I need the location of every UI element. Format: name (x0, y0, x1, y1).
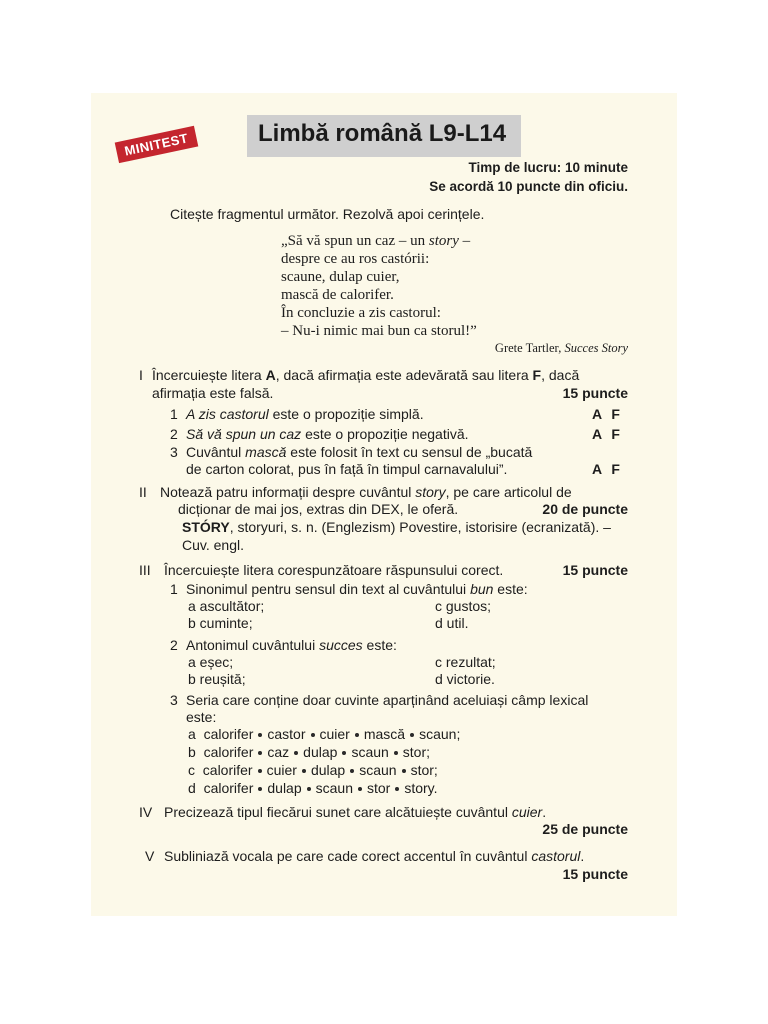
q3-2-option-d[interactable]: d victorie. (435, 671, 495, 687)
q3-1-num: 1 (170, 581, 178, 597)
poem-line-3: scaune, dulap cuier, (281, 269, 400, 285)
option-letter: d (188, 780, 204, 796)
q2-numeral: II (139, 484, 147, 500)
bullet-separator (302, 769, 306, 773)
bullet-separator (258, 751, 262, 755)
bullet-separator (307, 787, 311, 791)
q3-3-option-c[interactable] (188, 762, 438, 778)
q3-2-num: 2 (170, 637, 178, 653)
q3-numeral: III (139, 562, 151, 578)
poem-line-5: În concluzie a zis castorul: (281, 305, 441, 321)
series-word: calorifer (203, 744, 254, 760)
bullet-separator (342, 751, 346, 755)
bullet-separator (350, 769, 354, 773)
series-word: calorifer (203, 780, 254, 796)
series-word: dulap (267, 780, 302, 796)
q3-points: 15 puncte (562, 562, 628, 578)
q4-points: 25 de puncte (542, 821, 628, 837)
q5-points: 15 puncte (562, 866, 628, 882)
series-word: scaun (351, 744, 389, 760)
minitest-badge: MINITEST (115, 126, 198, 163)
time-info: Timp de lucru: 10 minute (468, 160, 628, 175)
q3-3-text: Seria care conține doar cuvinte aparținând aceluiași câmp lexical (186, 692, 589, 708)
bullet-separator (258, 733, 262, 737)
q4-numeral: IV (139, 804, 153, 820)
series-word: scaun (359, 762, 397, 778)
q2-text: Notează patru informații despre cuvântul story, pe care articolul de (160, 484, 572, 500)
q3-text: Încercuiește litera corespunzătoare răspunsului corect. (164, 562, 504, 578)
q1-item-3-line2: de carton colorat, pus în față în timpul carnavalului”. (186, 461, 508, 477)
series-word: stor; (402, 744, 431, 760)
bullet-separator (258, 787, 262, 791)
series-word: scaun (315, 780, 353, 796)
option-letter: b (188, 744, 204, 760)
bonus-info: Se acordă 10 puncte din oficiu. (429, 179, 628, 194)
q1-item-2: Să vă spun un caz este o propoziție negativă. (186, 426, 469, 442)
bullet-separator (395, 787, 399, 791)
q1-text: Încercuiește litera A, dacă afirmația este adevărată sau litera F, dacă (152, 367, 580, 383)
option-letter: a (188, 726, 204, 742)
poem-line-2: despre ce au ros castórii: (281, 251, 430, 267)
poem-line-6: – Nu-i nimic mai bun ca storul!” (281, 323, 477, 339)
q3-3-num: 3 (170, 692, 178, 708)
poem-line-4: mască de calorifer. (281, 287, 394, 303)
series-word: dulap (310, 762, 346, 778)
q3-1-text: Sinonimul pentru sensul din text al cuvântului bun este: (186, 581, 528, 597)
series-word: caz (267, 744, 290, 760)
series-word: dulap (303, 744, 338, 760)
instruction-text: Citește fragmentul următor. Rezolvă apoi cerințele. (170, 206, 485, 222)
q1-item-3-num: 3 (170, 444, 178, 460)
q1-text-line2: afirmația este falsă. (152, 385, 274, 401)
q1-item-1: A zis castorul este o propoziție simplă. (186, 406, 424, 422)
series-word: calorifer (203, 726, 254, 742)
bullet-separator (394, 751, 398, 755)
q3-2-option-b[interactable]: b reușită; (188, 671, 246, 687)
q2-points: 20 de puncte (542, 501, 628, 517)
bullet-separator (402, 769, 406, 773)
page-title: Limbă română L9-L14 (258, 120, 507, 147)
series-word: story. (404, 780, 438, 796)
q3-3-text-line2: este: (186, 709, 217, 725)
bullet-separator (294, 751, 298, 755)
q1-numeral: I (139, 367, 143, 383)
q3-3-option-b[interactable] (188, 744, 430, 760)
bullet-separator (410, 733, 414, 737)
q1-points: 15 puncte (562, 385, 628, 401)
bullet-separator (311, 733, 315, 737)
q1-item-1-num: 1 (170, 406, 178, 422)
q4-text: Precizează tipul fiecărui sunet care alcătuiește cuvântul cuier. (164, 804, 547, 820)
series-word: mască (363, 726, 406, 742)
bullet-separator (355, 733, 359, 737)
option-letter: c (188, 762, 203, 778)
q1-item-1-af[interactable]: A F (591, 406, 620, 422)
series-word: cuier (266, 762, 297, 778)
q3-1-option-c[interactable]: c gustos; (435, 598, 492, 614)
poem-line-1: „Să vă spun un caz – un story – (281, 233, 471, 249)
series-word: cuier (319, 726, 350, 742)
dex-entry-line2: Cuv. engl. (182, 537, 244, 553)
q3-2-option-a[interactable]: a eșec; (188, 654, 234, 670)
q1-item-3: Cuvântul mască este folosit în text cu sensul de „bucată (186, 444, 533, 460)
q2-text-line2: dicționar de mai jos, extras din DEX, le oferă. (178, 501, 459, 517)
series-word: castor (267, 726, 306, 742)
q5-text: Subliniază vocala pe care cade corect accentul în cuvântul castorul. (164, 848, 585, 864)
series-word: scaun; (419, 726, 461, 742)
q3-3-option-a[interactable] (188, 726, 460, 742)
q3-1-option-a[interactable]: a ascultător; (188, 598, 265, 614)
q5-numeral: V (145, 848, 155, 864)
bullet-separator (358, 787, 362, 791)
q3-2-option-c[interactable]: c rezultat; (435, 654, 496, 670)
q3-2-text: Antonimul cuvântului succes este: (186, 637, 397, 653)
series-word: stor; (410, 762, 438, 778)
series-word: calorifer (202, 762, 253, 778)
bullet-separator (258, 769, 262, 773)
q1-item-2-num: 2 (170, 426, 178, 442)
dex-entry: STÓRY, storyuri, s. n. (Englezism) Povestire, istorisire (ecranizată). – (182, 519, 611, 535)
q3-1-option-b[interactable]: b cuminte; (188, 615, 253, 631)
poem-author: Grete Tartler, Succes Story (494, 341, 628, 355)
q1-item-2-af[interactable]: A F (591, 426, 620, 442)
q3-1-option-d[interactable]: d util. (435, 615, 469, 631)
series-word: stor (367, 780, 391, 796)
q3-3-option-d[interactable] (188, 780, 438, 796)
q1-item-3-af[interactable]: A F (591, 461, 620, 477)
